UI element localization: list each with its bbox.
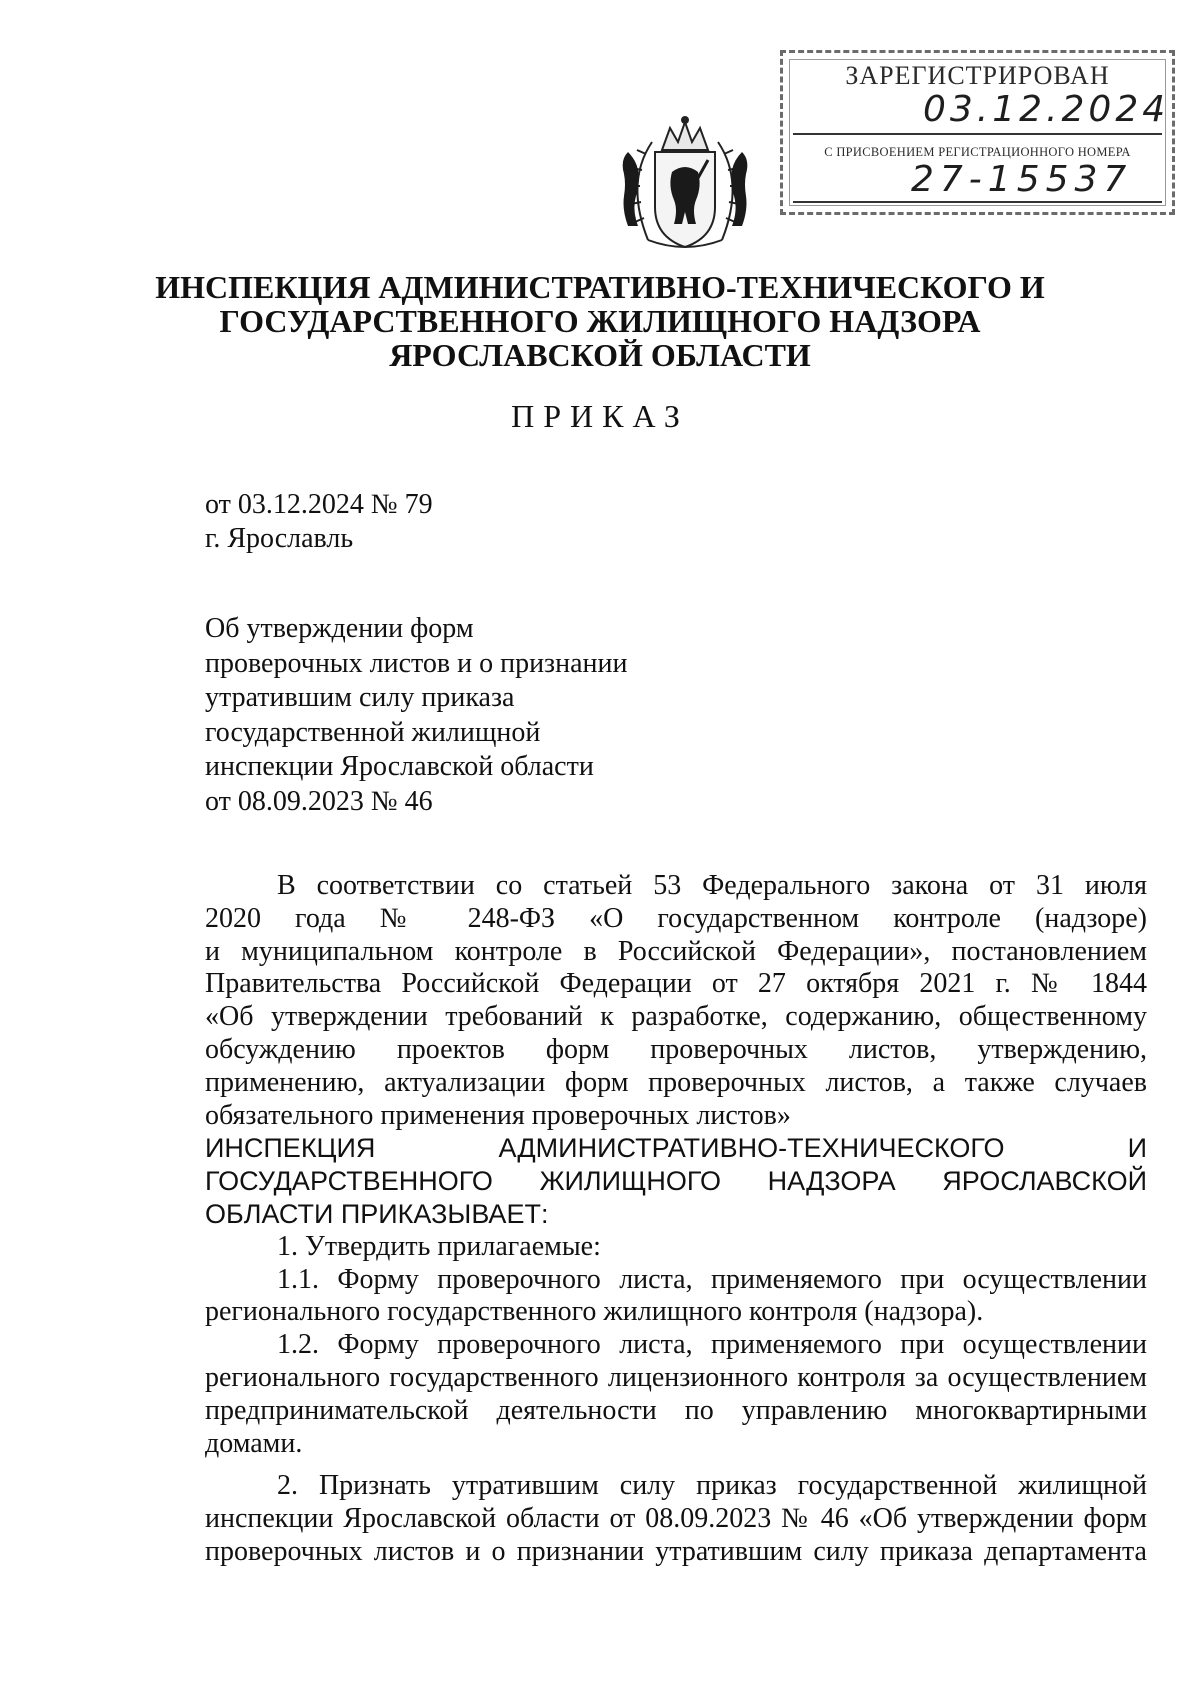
organization-title-line: ЯРОСЛАВСКОЙ ОБЛАСТИ [389, 337, 811, 373]
document-city: г. Ярославль [205, 523, 354, 554]
preamble-line: обязательного применения проверочных листов» [205, 1099, 791, 1131]
preamble-line: Правительства Российской Федерации от 27 октября 2021 г. № 1844 [205, 968, 1147, 1000]
preamble-line: «Об утверждении требований к разработке, содержанию, общественному [205, 1001, 1147, 1033]
document-subject [205, 612, 627, 820]
document-body [205, 870, 1147, 1569]
stamp-subtitle: С ПРИСВОЕНИЕМ РЕГИСТРАЦИОННОГО НОМЕРА [824, 145, 1131, 159]
preamble-line: и муниципальном контроле в Российской Федерации», постановлением [205, 935, 1147, 967]
item-1-2-line: домами. [205, 1427, 303, 1459]
subject-line: инспекции Ярославской области [205, 751, 594, 783]
stamp-date: 03.12.2024 [923, 89, 1170, 130]
subject-line: от 08.09.2023 № 46 [205, 785, 433, 817]
directive-line: ГОСУДАРСТВЕННОГО ЖИЛИЩНОГО НАДЗОРА ЯРОСЛАВСКОЙ [205, 1166, 1147, 1197]
preamble-line: 2020 года № 248-ФЗ «О государственном контроле (надзоре) [205, 902, 1147, 934]
stamp-divider [793, 133, 1162, 135]
organization-title-line: ГОСУДАРСТВЕННОГО ЖИЛИЩНОГО НАДЗОРА [219, 303, 981, 339]
stamp-divider [793, 201, 1162, 203]
organization-title [0, 270, 1200, 372]
preamble-line: применению, актуализации форм проверочных листов, а также случаев [205, 1066, 1147, 1098]
subject-line: утратившим силу приказа [205, 682, 515, 714]
stamp-registration-number: 27-15537 [911, 159, 1133, 200]
subject-line: государственной жилищной [205, 716, 541, 748]
preamble-line: обсуждению проектов форм проверочных листов, утверждению, [205, 1033, 1147, 1065]
stamp-title: ЗАРЕГИСТРИРОВАН [845, 61, 1110, 90]
item-2-line: инспекции Ярославской области от 08.09.2023 № 46 «Об утверждении форм [205, 1503, 1147, 1535]
item-1-1-line: 1.1. Форму проверочного листа, применяемого при осуществлении [277, 1263, 1147, 1295]
item-1: 1. Утвердить прилагаемые: [277, 1230, 601, 1262]
item-1-2-line: 1.2. Форму проверочного листа, применяемого при осуществлении [277, 1329, 1147, 1361]
directive-line: ИНСПЕКЦИЯ АДМИНИСТРАТИВНО-ТЕХНИЧЕСКОГО И [205, 1133, 1147, 1164]
item-1-2-line: регионального государственного лицензионного контроля за осуществлением [205, 1361, 1147, 1393]
item-2-line: 2. Признать утратившим силу приказ государственной жилищной [277, 1470, 1147, 1502]
directive-line: ОБЛАСТИ ПРИКАЗЫВАЕТ: [205, 1198, 549, 1229]
subject-line: Об утверждении форм [205, 613, 474, 644]
document-type: ПРИКАЗ [511, 398, 689, 434]
subject-line: проверочных листов и о признании [205, 647, 628, 679]
document-meta [205, 488, 433, 556]
item-2-line: проверочных листов и о признании утратившим силу приказа департамента [205, 1535, 1147, 1567]
preamble-line: В соответствии со статьей 53 Федерального закона от 31 июля [277, 870, 1147, 901]
coat-of-arms-icon [600, 112, 770, 252]
item-1-2-line: предпринимательской деятельности по управлению многоквартирными [205, 1394, 1147, 1426]
registration-stamp [780, 50, 1175, 215]
document-date-number: от 03.12.2024 № 79 [205, 489, 433, 520]
item-1-1-line: регионального государственного жилищного контроля (надзора). [205, 1296, 984, 1328]
organization-title-line: ИНСПЕКЦИЯ АДМИНИСТРАТИВНО-ТЕХНИЧЕСКОГО И [155, 269, 1045, 305]
